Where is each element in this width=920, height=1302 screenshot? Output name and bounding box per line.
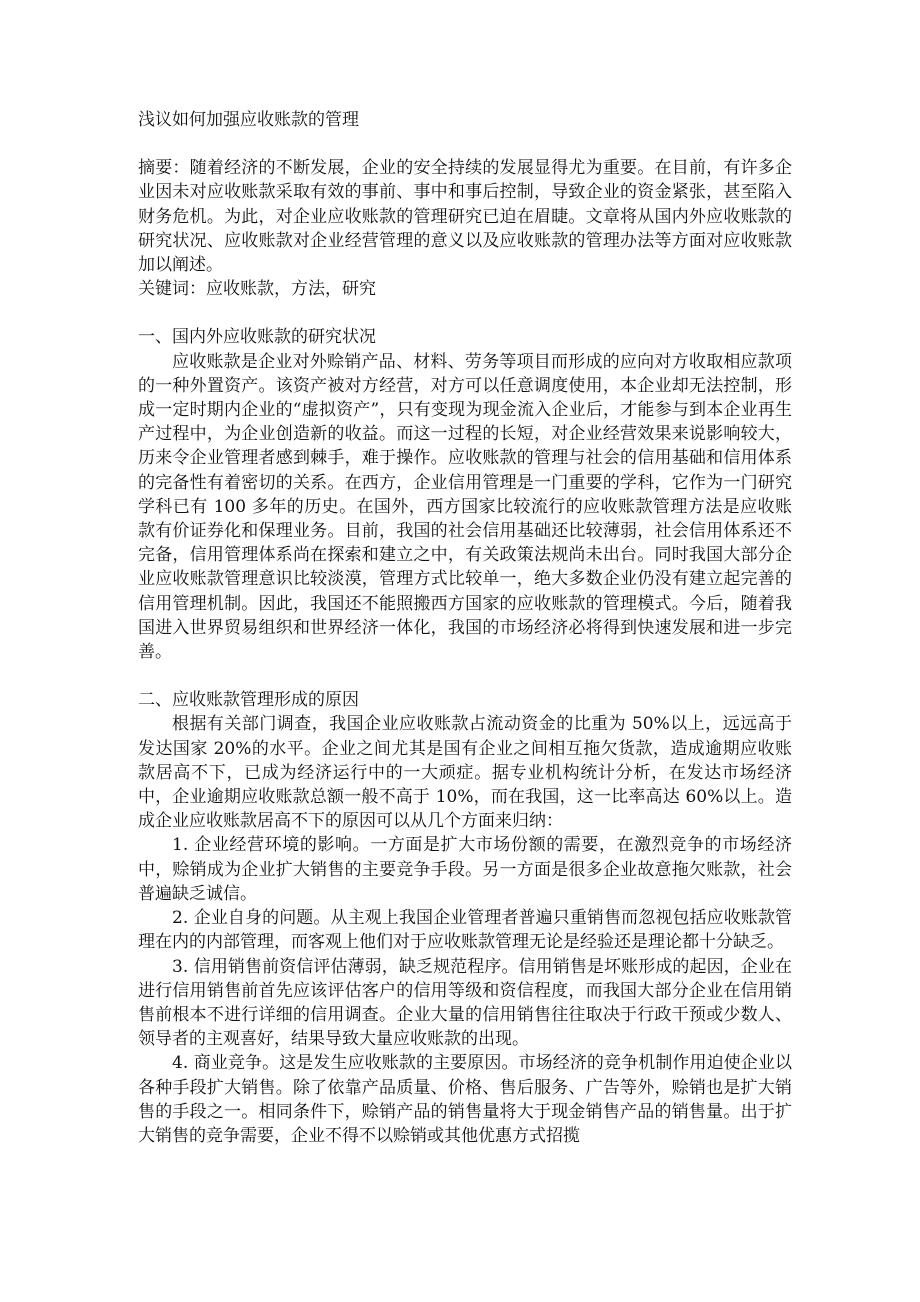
- section-1-heading: 一、国内外应收账款的研究状况: [138, 327, 376, 348]
- section-2-item-4: 4. 商业竞争。这是发生应收账款的主要原因。市场经济的竞争机制作用迫使企业以各种手段扩大销售。除了依靠产品质量、价格、售后服务、广告等外，赊销也是扩大销售的手段之一。相同条件下，赊销产品的销售量将大于现金销售产品的销售量。出于扩大销售的竞争需要，企业不得不以赊销或其他优惠方式招揽: [138, 1053, 792, 1146]
- document-page: [138, 108, 792, 1148]
- abstract-paragraph: 摘要：随着经济的不断发展，企业的安全持续的发展显得尤为重要。在目前，有许多企业因未对应收账款采取有效的事前、事中和事后控制，导致企业的资金紧张，甚至陷入财务危机。为此，对企业应收账款的管理研究已迫在眉睫。文章将从国内外应收账款的研究状况、应收账款对企业经营管理的意义以及应收账款的管理办法等方面对应收账款加以阐述。: [138, 158, 792, 276]
- section-1-paragraph: 应收账款是企业对外赊销产品、材料、劳务等项目而形成的应向对方收取相应款项的一种外置资产。该资产被对方经营，对方可以任意调度使用，本企业却无法控制，形成一定时期内企业的“虚拟资产”，只有变现为现金流入企业后，才能参与到本企业再生产过程中，为企业创造新的收益。而这一过程的长短，对企业经营效果来说影响较大，历来令企业管理者感到棘手，难于操作。应收账款的管理与社会的信用基础和信用体系的完备性有着密切的关系。在西方，企业信用管理是一门重要的学科，它作为一门研究学科已有 100 多年的历史。在国外，西方国家比较流行的应收账款管理方法是应收账款有价证券化和保理业务。目前，我国的社会信用基础还比较薄弱，社会信用体系还不完备，信用管理体系尚在探索和建立之中，有关政策法规尚未出台。同时我国大部分企业应收账款管理意识比较淡漠，管理方式比较单一，绝大多数企业仍没有建立起完善的信用管理机制。因此，我国还不能照搬西方国家的应收账款的管理模式。今后，随着我国进入世界贸易组织和世界经济一体化，我国的市场经济必将得到快速发展和进一步完善。: [138, 351, 792, 663]
- document-title: 浅议如何加强应收账款的管理: [138, 110, 359, 130]
- section-2-heading: 二、应收账款管理形成的原因: [138, 690, 359, 711]
- section-2-item-2: 2. 企业自身的问题。从主观上我国企业管理者普遍只重销售而忽视包括应收账款管理在内的内部管理，而客观上他们对于应收账款管理无论是经验还是理论都十分缺乏。: [138, 908, 792, 953]
- keywords-line: 关键词：应收账款，方法，研究: [138, 279, 376, 300]
- section-2-item-1: 1. 企业经营环境的影响。一方面是扩大市场份额的需要，在激烈竞争的市场经济中，赊销成为企业扩大销售的主要竞争手段。另一方面是很多企业故意拖欠账款，社会普遍缺乏诚信。: [138, 835, 792, 904]
- section-2-item-3: 3. 信用销售前资信评估薄弱，缺乏规范程序。信用销售是坏账形成的起因，企业在进行信用销售前首先应该评估客户的信用等级和资信程度，而我国大部分企业在信用销售前根本不进行详细的信用调查。企业大量的信用销售往往取决于行政干预或少数人、领导者的主观喜好，结果导致大量应收账款的出现。: [138, 956, 792, 1050]
- section-2-intro-paragraph: 根据有关部门调查，我国企业应收账款占流动资金的比重为 50%以上，远远高于发达国家 20%的水平。企业之间尤其是国有企业之间相互拖欠货款，造成逾期应收账款居高不下，已成为经济运行中的一大顽症。据专业机构统计分析，在发达市场经济中，企业逾期应收账款总额一般不高于 10%，而在我国，这一比率高达 60%以上。造成企业应收账款居高不下的原因可以从几个方面来归纳：: [138, 714, 792, 832]
